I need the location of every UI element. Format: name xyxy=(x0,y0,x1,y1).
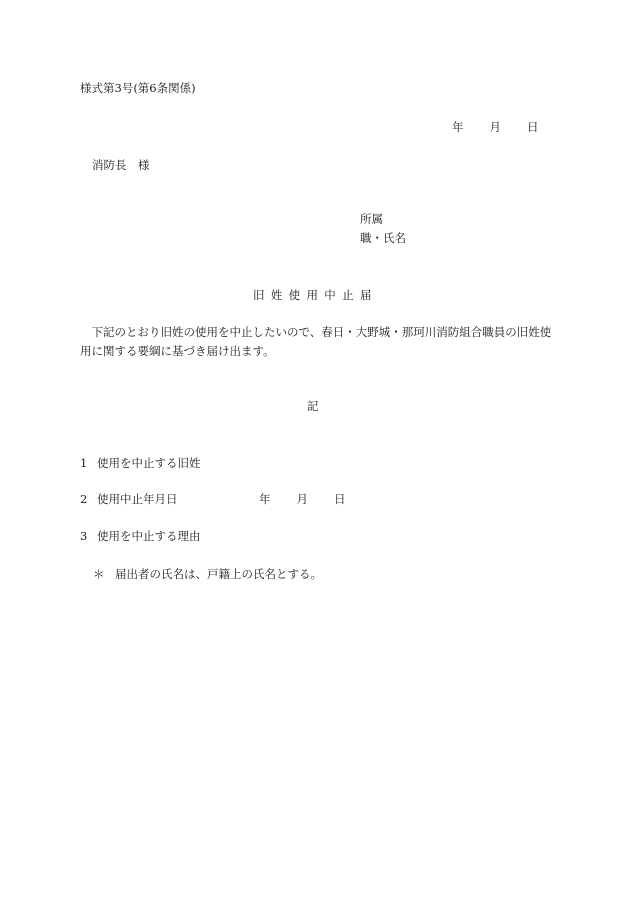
item-label: 使用を中止する理由 xyxy=(97,529,201,543)
item-reason xyxy=(80,528,201,545)
item-discontinue-date xyxy=(80,491,178,508)
footnote xyxy=(93,566,322,583)
name-title-label: 職・氏名 xyxy=(360,231,406,245)
asterisk-mark: ＊ xyxy=(93,567,105,581)
affiliation-label: 所属 xyxy=(360,212,383,226)
date-month-label: 月 xyxy=(489,120,501,134)
item-date-month-label: 月 xyxy=(296,492,308,506)
submission-date xyxy=(452,119,539,136)
item-former-surname xyxy=(80,455,201,472)
date-year-label: 年 xyxy=(452,120,464,134)
footnote-text: 届出者の氏名は、戸籍上の氏名とする。 xyxy=(115,567,322,581)
body-paragraph: 下記のとおり旧姓の使用を中止したいので、春日・大野城・那珂川消防組合職員の旧姓使用に関する要綱に基づき届け出ます。 xyxy=(80,325,552,358)
item-date-day-label: 日 xyxy=(334,492,346,506)
ki-heading: 記 xyxy=(307,399,319,413)
document-title: 旧姓使用中止届 xyxy=(253,288,378,302)
item-number: 1 xyxy=(80,456,88,470)
item-label: 使用を中止する旧姓 xyxy=(97,456,201,470)
item-date-year-label: 年 xyxy=(259,492,271,506)
item-number: 2 xyxy=(80,492,88,506)
date-day-label: 日 xyxy=(527,120,539,134)
item-label: 使用中止年月日 xyxy=(97,492,178,506)
form-number: 様式第3号(第6条関係) xyxy=(80,81,196,95)
item-number: 3 xyxy=(80,529,88,543)
addressee: 消防長 様 xyxy=(92,158,150,172)
item-date-fields xyxy=(259,491,346,508)
